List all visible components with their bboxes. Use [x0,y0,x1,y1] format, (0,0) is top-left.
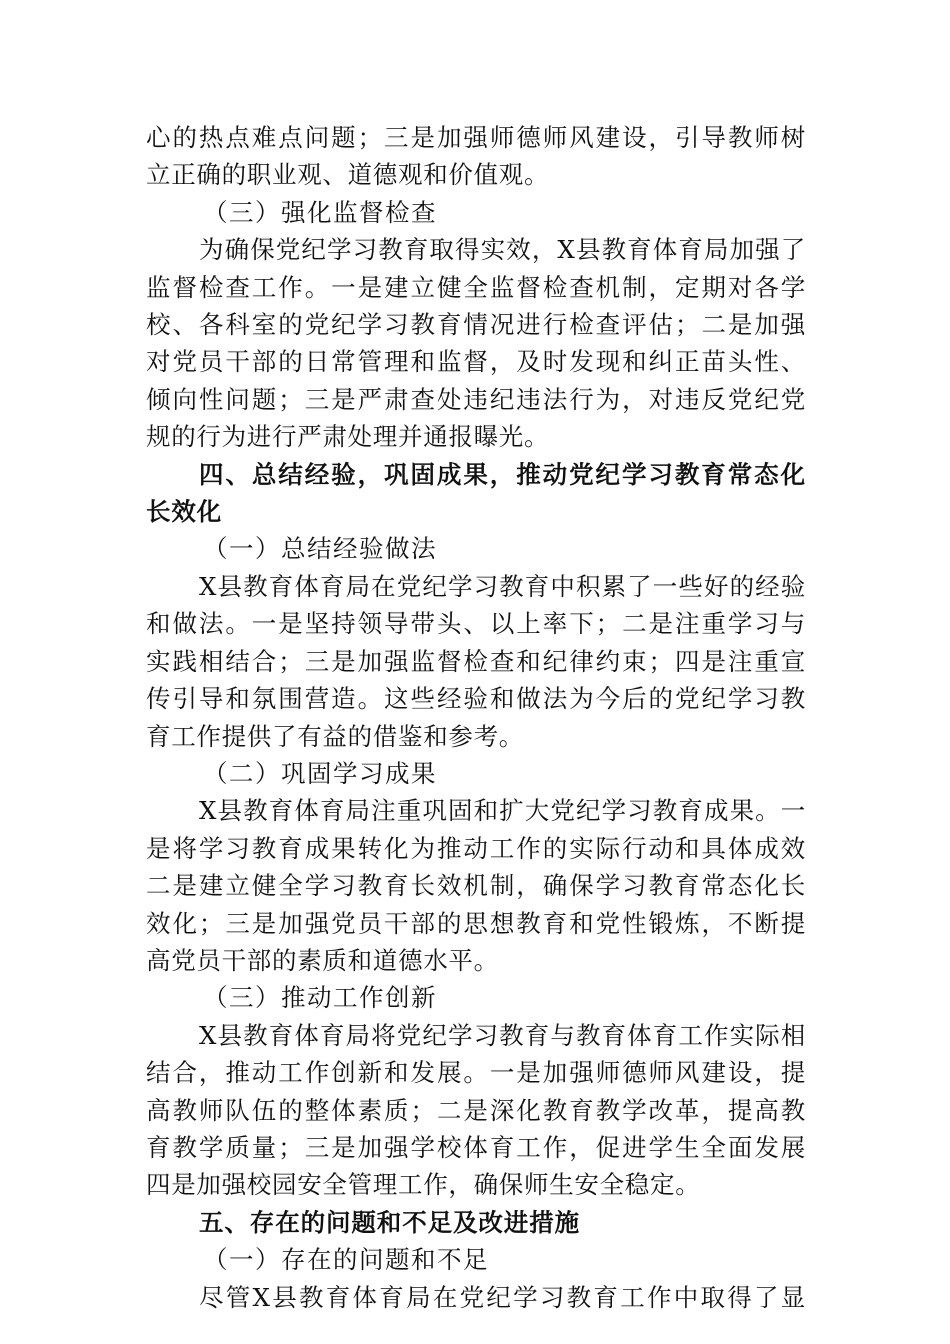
text-line: 育教学质量；三是加强学校体育工作，促进学生全面发展 [146,1132,806,1162]
text-line: 尽管X县教育体育局在党纪学习教育工作中取得了显 [199,1282,806,1312]
subheading-text: （三）强化监督检查 [203,197,437,227]
text-line: X县教育体育局注重巩固和扩大党纪学习教育成果。一 [199,796,806,826]
subheading [146,1241,806,1278]
section-heading [146,1204,806,1241]
text-line: 实践相结合；三是加强监督检查和纪律约束；四是注重宣 [146,646,806,676]
text-line: 四是加强校园安全管理工作，确保师生安全稳定。 [146,1170,701,1200]
subheading [146,194,806,231]
text-line: X县教育体育局在党纪学习教育中积累了一些好的经验 [199,571,806,601]
paragraph [146,1279,806,1316]
text-line: 为确保党纪学习教育取得实效，X县教育体育局加强了 [199,235,806,265]
subheading-text: （一）存在的问题和不足 [203,1245,489,1275]
text-line: 是将学习教育成果转化为推动工作的实际行动和具体成效 [146,833,806,863]
heading-text: 四、总结经验，巩固成果，推动党纪学习教育常态化 [199,459,806,489]
paragraph [146,119,806,194]
paragraph [146,568,806,755]
text-line: 校、各科室的党纪学习教育情况进行检查评估；二是加强 [146,310,806,340]
text-line: 效化；三是加强党员干部的思想教育和党性锻炼，不断提 [146,908,806,938]
heading-text: 五、存在的问题和不足及改进措施 [199,1207,580,1237]
subheading [146,979,806,1016]
text-line: 规的行为进行严肃处理并通报曝光。 [146,422,550,452]
text-line: 对党员干部的日常管理和监督，及时发现和纠正苗头性、 [146,347,806,377]
document-page [146,119,806,1316]
text-line: 结合，推动工作创新和发展。一是加强师德师风建设，提 [146,1058,806,1088]
text-line: X县教育体育局将党纪学习教育与教育体育工作实际相 [199,1020,806,1050]
subheading-text: （一）总结经验做法 [203,534,437,564]
text-line: 和做法。一是坚持领导带头、以上率下；二是注重学习与 [146,609,806,639]
text-line: 二是建立健全学习教育长效机制，确保学习教育常态化长 [146,871,806,901]
paragraph [146,1017,806,1204]
subheading-text: （二）巩固学习成果 [203,758,437,788]
text-line: 监督检查工作。一是建立健全监督检查机制，定期对各学 [146,272,806,302]
paragraph [146,231,806,455]
text-line: 心的热点难点问题；三是加强师德师风建设，引导教师树 [146,123,806,152]
paragraph [146,792,806,979]
text-line: 传引导和氛围营造。这些经验和做法为今后的党纪学习教 [146,684,806,714]
section-heading [146,456,806,531]
subheading [146,755,806,792]
heading-text: 长效化 [146,497,223,527]
text-line: 立正确的职业观、道德观和价值观。 [146,160,550,190]
text-line: 倾向性问题；三是严肃查处违纪违法行为，对违反党纪党 [146,384,806,414]
subheading [146,530,806,567]
text-line: 高教师队伍的整体素质；二是深化教育教学改革，提高教 [146,1095,806,1125]
text-line: 高党员干部的素质和道德水平。 [146,945,499,975]
text-line: 育工作提供了有益的借鉴和参考。 [146,721,524,751]
subheading-text: （三）推动工作创新 [203,983,437,1013]
